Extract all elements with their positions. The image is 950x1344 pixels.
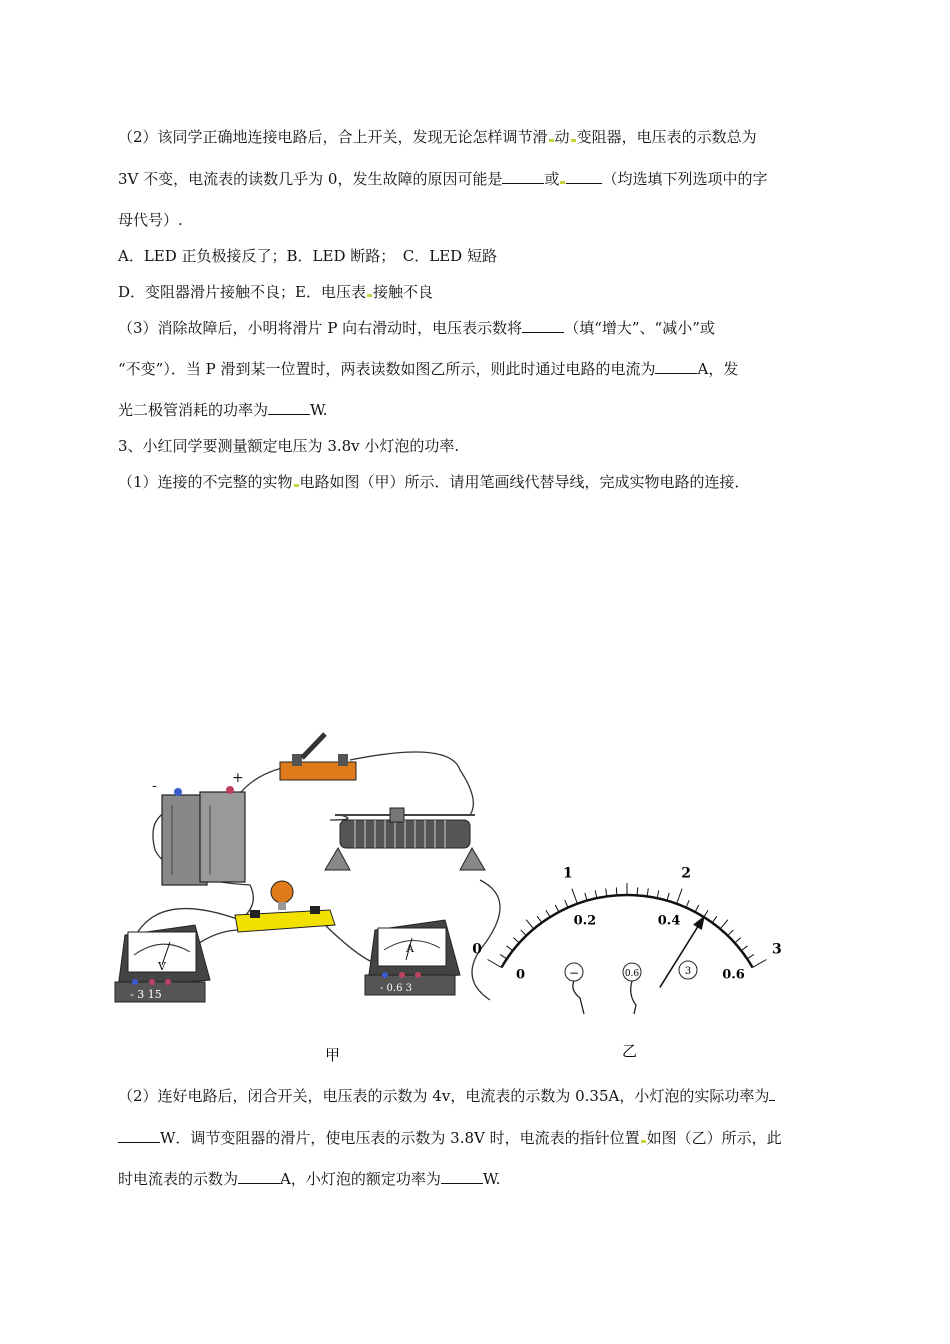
q2-line-3: 母代号）. xyxy=(118,211,183,229)
ammeter-dial xyxy=(472,865,781,1014)
dial-tick xyxy=(735,938,741,943)
dial-tick xyxy=(555,905,559,912)
p3-step-2-line-2: W．调节变阻器的滑片，使电压表的示数为 3.8V 时，电流表的指针位置 如图（乙）所示，此 xyxy=(118,1128,782,1148)
ammeter-terminal-labels: - 0.6 3 xyxy=(380,983,413,994)
wire xyxy=(350,752,473,815)
dial-tick xyxy=(585,893,587,901)
dial-arc xyxy=(501,895,752,967)
p3-step-1: （1）连接的不完整的实物 电路如图（甲）所示．请用笔画线代替导线，完成实物电路的连接． xyxy=(118,473,750,491)
battery-negative-terminal[interactable] xyxy=(174,788,182,796)
dial-tick xyxy=(616,887,617,895)
switch[interactable] xyxy=(280,734,356,780)
lamp-holder xyxy=(235,881,335,932)
answer-blank[interactable] xyxy=(441,1169,483,1184)
dial-tick xyxy=(537,916,542,922)
dial-terminals xyxy=(565,961,697,1014)
lead-wire xyxy=(573,981,584,1014)
ammeter-letter: A xyxy=(406,942,414,955)
highlight-mark xyxy=(560,181,565,184)
dial-tick xyxy=(741,946,747,951)
dial-needle-head xyxy=(693,915,705,930)
highlight-mark xyxy=(549,139,554,142)
dial-tick xyxy=(488,960,502,968)
dial-tick xyxy=(572,889,577,904)
ammeter xyxy=(365,920,460,995)
dial-tick xyxy=(728,930,734,936)
terminal-label: − xyxy=(568,966,580,980)
dial-tick xyxy=(637,887,638,895)
dial-top-label: 0 xyxy=(472,941,483,958)
dial-tick xyxy=(506,946,512,951)
dial-tick xyxy=(526,920,534,929)
caption-jia: 甲 xyxy=(325,1046,341,1064)
terminal-label: 3 xyxy=(684,966,692,977)
highlight-mark xyxy=(571,139,576,142)
answer-blank[interactable] xyxy=(268,400,310,415)
dial-tick xyxy=(720,920,728,929)
ammeter-terminal[interactable] xyxy=(382,972,388,978)
dial-tick xyxy=(677,889,682,904)
terminal-label: 0.6 xyxy=(624,969,640,979)
highlight-mark xyxy=(294,484,299,487)
answer-blank[interactable] xyxy=(522,318,564,333)
q3-line-1: （3）消除故障后，小明将滑片 P 向右滑动时，电压表示数将 （填“增大”、“减小”或 xyxy=(118,319,715,337)
dial-bottom-label: 0.4 xyxy=(657,913,681,929)
circuit-figure xyxy=(100,720,880,1080)
dial-tick xyxy=(546,910,550,917)
dial-tick xyxy=(747,954,754,958)
dial-bottom-label: 0.2 xyxy=(573,913,597,929)
lead-wire xyxy=(631,981,636,1014)
voltmeter-terminal[interactable] xyxy=(149,979,155,985)
highlight-mark xyxy=(641,1140,646,1143)
dial-top-label: 2 xyxy=(681,865,692,882)
voltmeter-terminal[interactable] xyxy=(132,979,138,985)
bulb-icon xyxy=(271,881,293,903)
dial-tick xyxy=(753,960,767,968)
voltmeter-terminal-labels: - 3 15 xyxy=(130,988,162,1001)
rheostat-slider[interactable] xyxy=(390,808,404,822)
dial-top-label: 1 xyxy=(562,865,573,882)
dial-top-label: 3 xyxy=(771,941,782,958)
answer-blank[interactable] xyxy=(655,359,697,374)
voltmeter xyxy=(115,925,210,1002)
answer-blank[interactable] xyxy=(502,169,544,184)
p3-step-2-line-3: 时电流表的示数为 A，小灯泡的额定功率为 W. xyxy=(118,1170,501,1188)
answer-blank[interactable] xyxy=(566,169,602,184)
answer-blank[interactable] xyxy=(118,1128,160,1143)
voltmeter-letter: V xyxy=(158,960,166,973)
option-d-e: D．变阻器滑片接触不良；E．电压表 接触不良 xyxy=(118,283,433,301)
q3-line-2: “不变”）．当 P 滑到某一位置时，两表读数如图乙所示，则此时通过电路的电流为 A，发 xyxy=(118,360,739,378)
q2-line-1: （2）该同学正确地连接电路后，合上开关，发现无论怎样调节滑 动 变阻器，电压表的示数总为 xyxy=(118,128,757,146)
option-a-c: A．LED 正负极接反了；B．LED 断路； C．LED 短路 xyxy=(118,247,497,265)
answer-blank[interactable] xyxy=(238,1169,280,1184)
battery-positive-terminal[interactable] xyxy=(226,786,234,794)
dial-bottom-label: 0 xyxy=(515,967,526,983)
dial-tick xyxy=(565,900,568,907)
battery-plus-label: + xyxy=(232,770,244,786)
dial-tick xyxy=(686,900,689,907)
q2-line-2: 3V 不变，电流表的读数几乎为 0，发生故障的原因可能是 或 （均选填下列选项中的字 xyxy=(118,170,768,188)
q3-line-3: 光二极管消耗的功率为 W. xyxy=(118,401,328,419)
voltmeter-terminal[interactable] xyxy=(165,979,171,985)
dial-tick xyxy=(521,930,527,936)
dial-tick xyxy=(667,893,669,901)
dial-tick xyxy=(712,916,717,922)
ammeter-terminal[interactable] xyxy=(415,972,421,978)
dial-tick xyxy=(513,938,519,943)
battery-minus-label: - xyxy=(152,778,157,794)
rheostat[interactable] xyxy=(325,808,485,870)
wire xyxy=(472,880,500,1000)
p3-step-2-line-1: （2）连好电路后，闭合开关，电压表的示数为 4v，电流表的示数为 0.35A，小灯泡的实际功率为 xyxy=(118,1086,775,1106)
problem-3-title: 3、小红同学要测量额定电压为 3.8v 小灯泡的功率. xyxy=(118,437,460,455)
dial-needle xyxy=(660,922,701,987)
ammeter-terminal[interactable] xyxy=(399,972,405,978)
battery xyxy=(152,770,245,885)
answer-blank[interactable] xyxy=(769,1086,775,1101)
highlight-mark xyxy=(367,294,372,297)
dial-tick xyxy=(695,905,699,912)
dial-bottom-label: 0.6 xyxy=(722,967,745,983)
caption-yi: 乙 xyxy=(622,1042,638,1060)
dial-tick xyxy=(500,954,507,958)
